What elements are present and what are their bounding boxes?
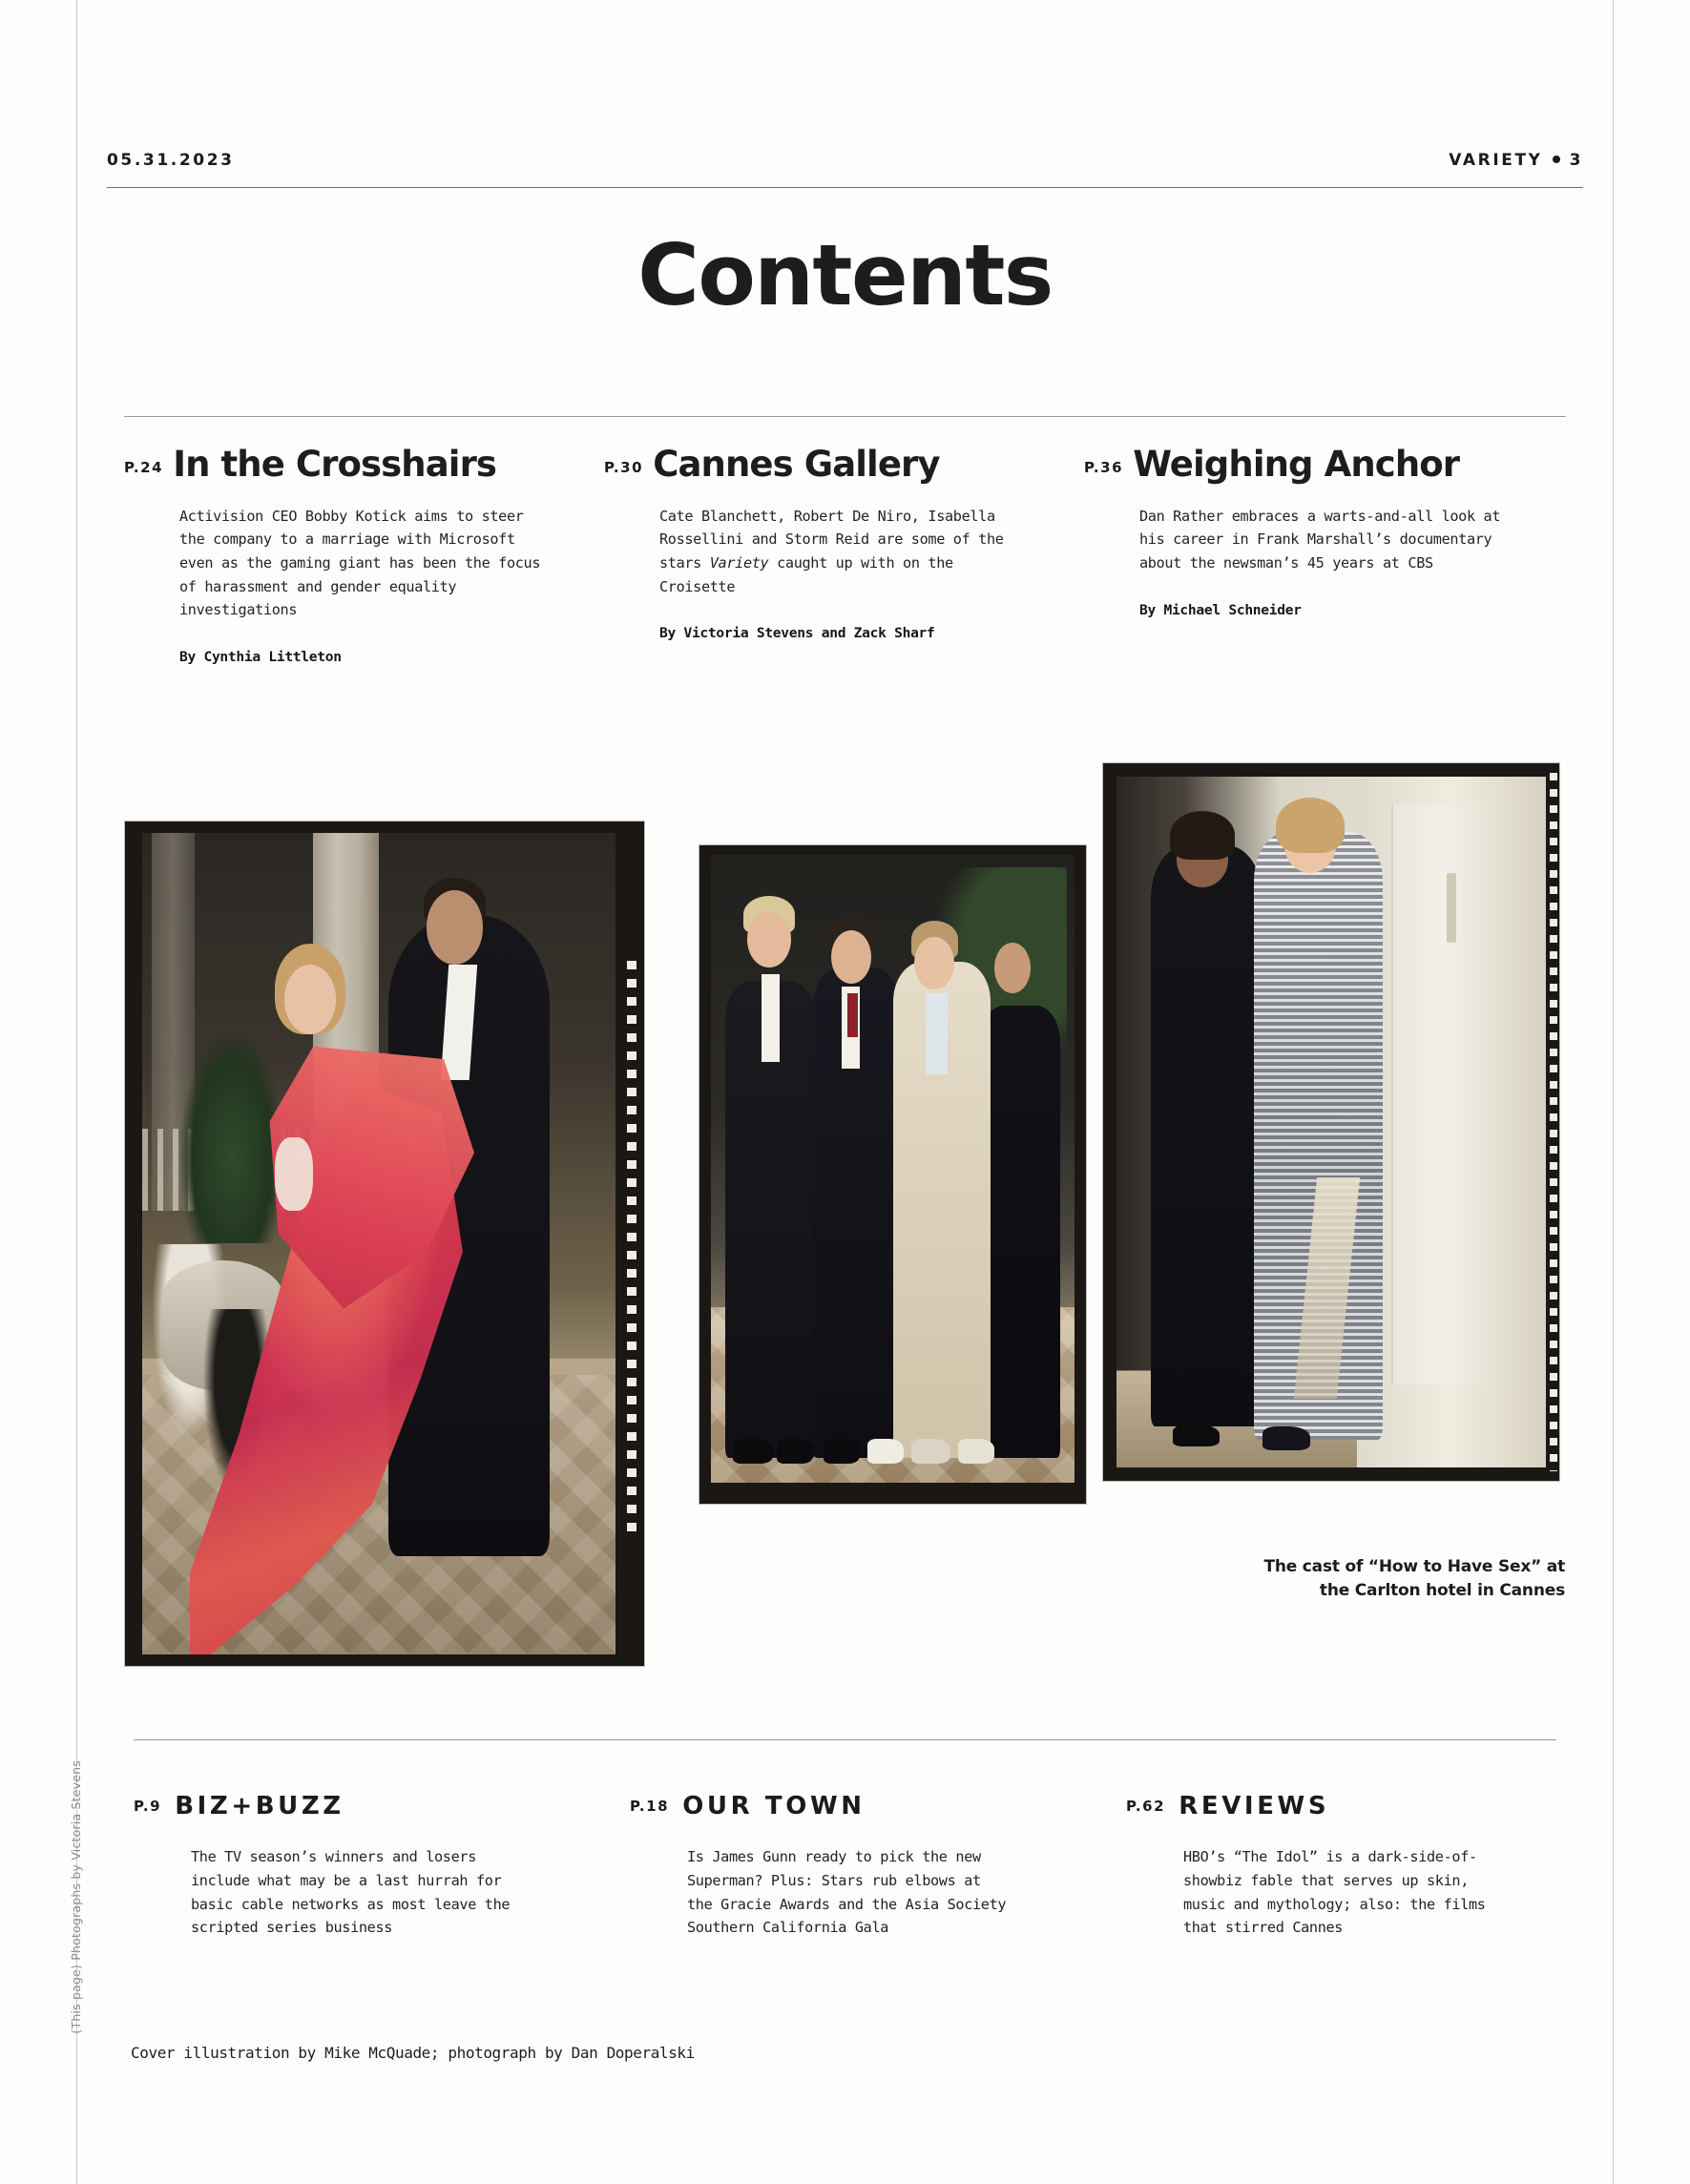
feature-description-italic: Variety — [709, 554, 769, 572]
brand-name: VARIETY — [1449, 151, 1543, 170]
photo-four-friends-suits — [699, 845, 1086, 1504]
feature-page-number: P.24 — [124, 459, 164, 476]
photo-image — [711, 855, 1075, 1483]
feature-description: Dan Rather embraces a warts-and-all look at his career in Frank Marshall’s documentary about the newsman’s 45 years at CBS — [1139, 507, 1501, 572]
feature-page-number: P.36 — [1084, 459, 1124, 476]
right-margin-rule — [1613, 0, 1614, 2184]
feature-item-cannes-gallery[interactable] — [604, 444, 1084, 665]
feature-byline: By Michael Schneider — [1139, 601, 1302, 618]
page-number: 3 — [1569, 151, 1583, 170]
feature-page-number: P.30 — [604, 459, 644, 476]
page-title: Contents — [637, 226, 1053, 324]
photo-image — [142, 833, 615, 1654]
photo-how-to-have-sex-cast — [1103, 763, 1559, 1481]
feature-description-part1: Cate Blanchett, Robert De Niro, Isabella Rossellini and Storm Reid are some of the stars — [659, 507, 1004, 572]
feature-headline-row — [1084, 444, 1566, 485]
feature-title[interactable]: Weighing Anchor — [1133, 444, 1460, 485]
department-title[interactable]: REVIEWS — [1179, 1792, 1330, 1820]
photo-image — [1116, 777, 1546, 1467]
department-headline-row — [134, 1792, 630, 1820]
department-description: The TV season’s winners and losers include what may be a last hurrah for basic cable networks as most leave the scripted series business — [191, 1848, 511, 1937]
header-divider — [107, 187, 1583, 188]
feature-headline-row — [604, 444, 1084, 485]
departments-divider — [134, 1739, 1556, 1740]
photo-red-gown-couple — [125, 822, 644, 1666]
feature-description — [659, 505, 1036, 599]
feature-byline: By Cynthia Littleton — [179, 648, 342, 665]
feature-byline: By Victoria Stevens and Zack Sharf — [659, 625, 935, 642]
features-divider — [124, 416, 1566, 417]
brand-folio — [1449, 151, 1583, 170]
photo-credit-vertical: (This page) Photographs by Victoria Stevens — [69, 1760, 83, 2034]
issue-date: 05.31.2023 — [107, 151, 235, 170]
feature-description-part2: caught up with on the Croisette — [659, 554, 953, 595]
feature-item-crosshairs[interactable] — [124, 444, 604, 665]
feature-title[interactable]: Cannes Gallery — [653, 444, 940, 485]
department-title[interactable]: BIZ+BUZZ — [175, 1792, 344, 1820]
department-title[interactable]: OUR TOWN — [682, 1792, 866, 1820]
photo-frame — [1116, 777, 1546, 1467]
photo-frame — [711, 855, 1075, 1483]
film-sprockets — [1550, 773, 1557, 1471]
department-headline-row — [1126, 1792, 1556, 1820]
department-item-reviews[interactable] — [1126, 1792, 1556, 1940]
film-sprockets — [627, 961, 636, 1533]
department-description: HBO’s “The Idol” is a dark-side-of-showbiz fable that serves up skin, music and mythology; also: the films that stirred Cannes — [1183, 1848, 1486, 1937]
department-page-number: P.62 — [1126, 1798, 1166, 1815]
feature-list — [124, 444, 1566, 665]
bullet-dot-icon — [1553, 156, 1560, 163]
department-page-number: P.9 — [134, 1798, 162, 1815]
feature-description: Activision CEO Bobby Kotick aims to steer the company to a marriage with Microsoft even as the gaming giant has been the focus of harassment and gender equality investigations — [179, 507, 541, 619]
feature-title[interactable]: In the Crosshairs — [173, 444, 497, 485]
photo-caption: The cast of “How to Have Sex” at the Carlton hotel in Cannes — [1263, 1557, 1565, 1600]
department-item-biz-buzz[interactable] — [134, 1792, 630, 1940]
department-page-number: P.18 — [630, 1798, 670, 1815]
feature-item-weighing-anchor[interactable] — [1084, 444, 1566, 665]
feature-headline-row — [124, 444, 604, 485]
department-item-our-town[interactable] — [630, 1792, 1126, 1940]
running-head — [107, 151, 1583, 170]
department-list — [134, 1792, 1556, 1940]
department-headline-row — [630, 1792, 1126, 1820]
cover-credit: Cover illustration by Mike McQuade; photograph by Dan Doperalski — [131, 2044, 695, 2062]
department-description: Is James Gunn ready to pick the new Superman? Plus: Stars rub elbows at the Gracie Awards and the Asia Society Southern California Gala — [687, 1848, 1007, 1937]
photo-frame — [142, 833, 615, 1654]
